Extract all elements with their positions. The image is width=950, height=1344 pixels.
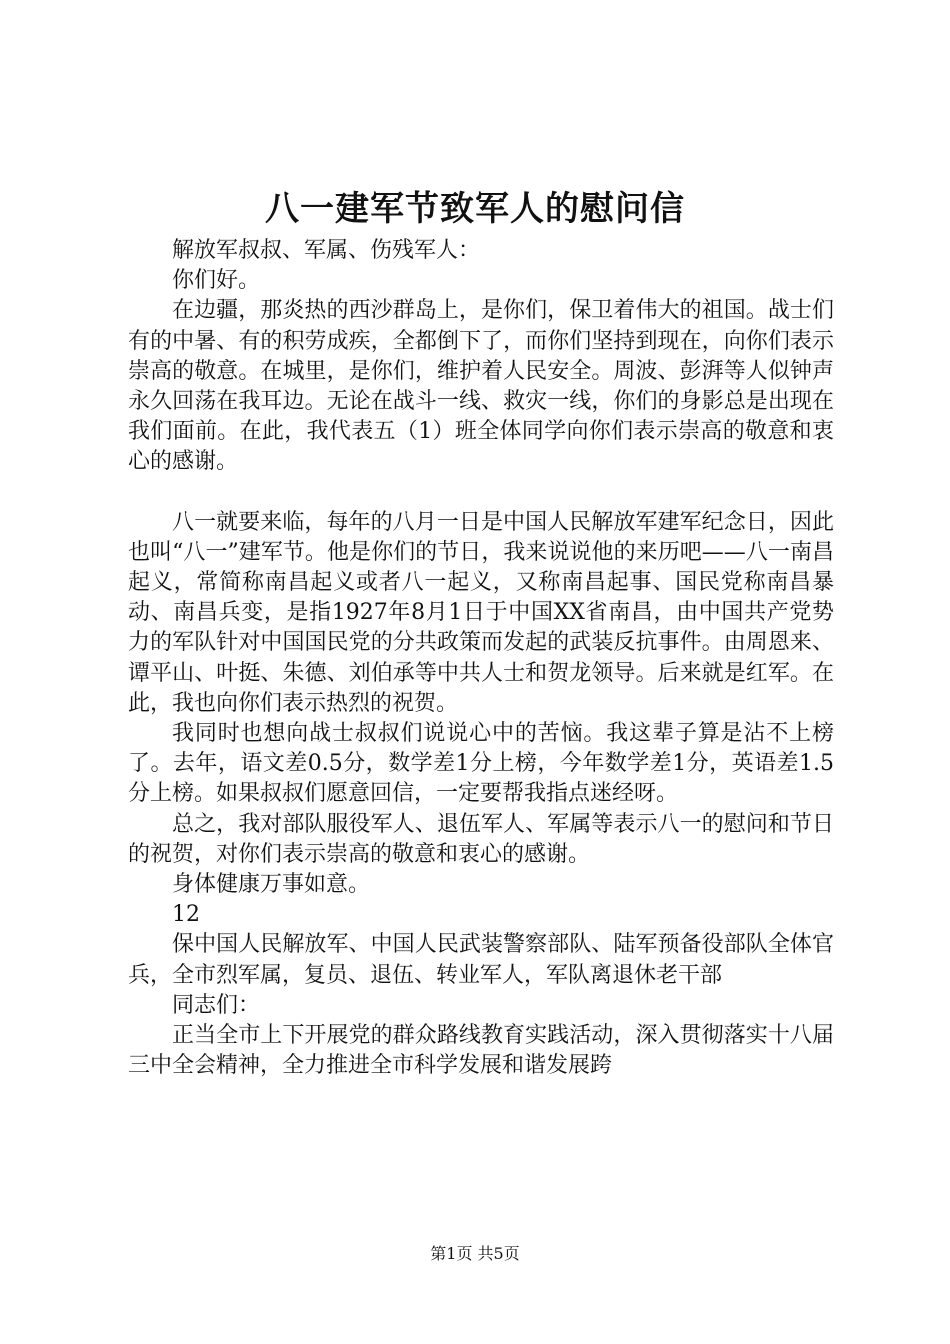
section-number: 12	[172, 902, 200, 928]
second-letter-addressee: 保中国人民解放军、中国人民武装警察部队、陆军预备役部队全体官兵，全市烈军属，复员、退伍、转业军人，军队离退休老干部	[128, 932, 834, 988]
letter-body	[128, 236, 834, 1081]
page-title: 八一建军节致军人的慰问信	[265, 189, 685, 229]
paragraph-border-defense: 在边疆，那炎热的西沙群岛上，是你们，保卫着伟大的祖国。战士们有的中暑、有的积劳成疾，全都倒下了，而你们坚持到现在，向你们表示崇高的敬意。在城里，是你们，维护着人民安全。周波、彭湃等人似钟声永久回荡在我耳边。无论在战斗一线、救灾一线，你们的身影总是出现在我们面前。在此，我代表五（1）班全体同学向你们表示崇高的敬意和衷心的感谢。	[128, 298, 834, 475]
paragraph-worries: 我同时也想向战士叔叔们说说心中的苦恼。我这辈子算是沾不上榜了。去年，语文差0.5分，数学差1分上榜，今年数学差1分，英语差1.5分上榜。如果叔叔们愿意回信，一定要帮我指点迷经呀。	[128, 721, 834, 807]
page-number: 第1页 共5页	[430, 1244, 520, 1263]
second-letter-salutation: 同志们：	[172, 992, 261, 1018]
paragraph-conclusion: 总之，我对部队服役军人、退伍军人、军属等表示八一的慰问和节日的祝贺，对你们表示崇高的敬意和衷心的感谢。	[128, 811, 834, 867]
paragraph-bayi-history: 八一就要来临，每年的八月一日是中国人民解放军建军纪念日，因此也叫“八一”建军节。他是你们的节日，我来说说他的来历吧——八一南昌起义，常简称南昌起义或者八一起义，又称南昌起事、国民党称南昌暴动、南昌兵变，是指1927年8月1日于中国XX省南昌，由中国共产党势力的军队针对中国国民党的分共政策而发起的武装反抗事件。由周恩来、谭平山、叶挺、朱德、刘伯承等中共人士和贺龙领导。后来就是红军。在此，我也向你们表示热烈的祝贺。	[128, 509, 834, 716]
salutation: 解放军叔叔、军属、伤残军人：	[172, 238, 481, 263]
closing-wish: 身体健康万事如意。	[172, 872, 371, 898]
second-letter-opening: 正当全市上下开展党的群众路线教育实践活动，深入贯彻落实十八届三中全会精神，全力推进全市科学发展和谐发展跨	[128, 1023, 834, 1079]
greeting: 你们好。	[172, 268, 261, 294]
